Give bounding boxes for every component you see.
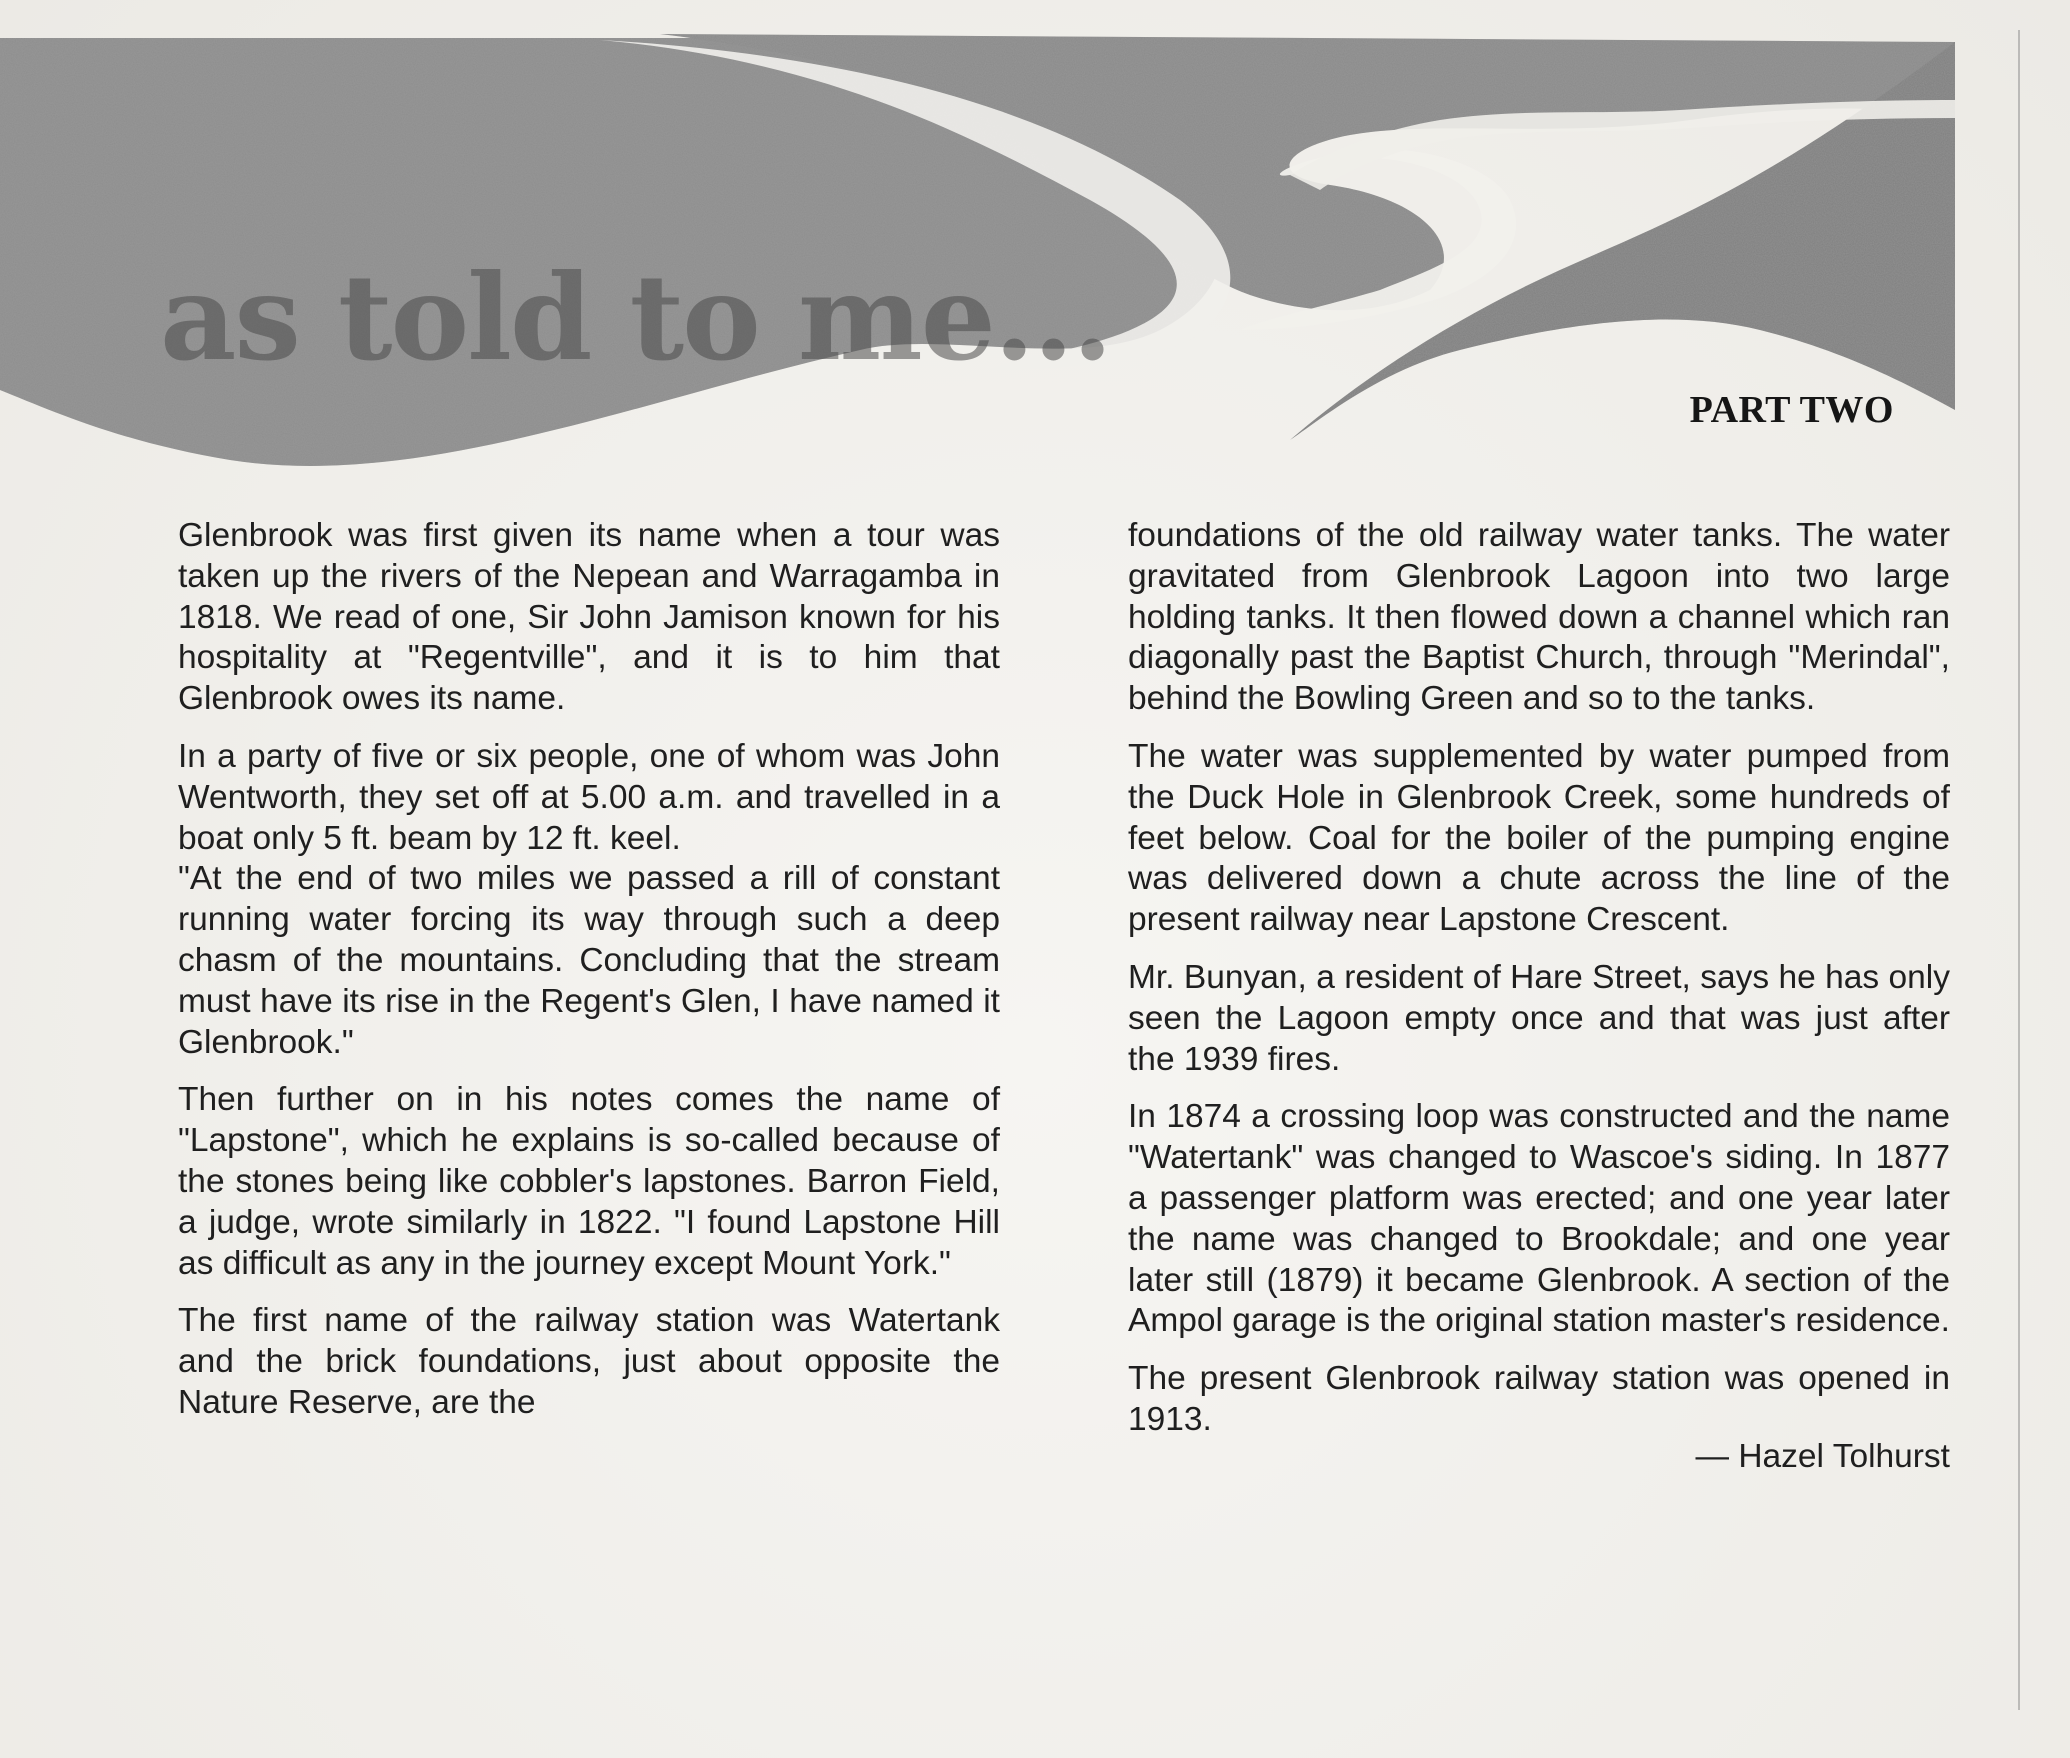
article-column-right [1128, 516, 1950, 1478]
paragraph: In 1874 a crossing loop was constructed and the name "Watertank" was changed to Wascoe's siding. In 1877 a passenger platform was erected; and one year later the name was changed to Brookdale; and one year later still (1879) it became Glenbrook. A section of the Ampol garage is the original station master's residence. [1128, 1098, 1950, 1340]
part-label: PART TWO [1689, 389, 1894, 431]
paragraph: Then further on in his notes comes the name of "Lapstone", which he explains is so-called because of the stones being like cobbler's lapstones. Barron Field, a judge, wrote similarly in 1822. "I found Lapstone Hill as difficult as any in the journey except Mount York." [178, 1081, 1000, 1282]
author-signature: — Hazel Tolhurst [1695, 1437, 1950, 1475]
paragraph: Glenbrook was first given its name when a tour was taken up the rivers of the Nepean and Warragamba in 1818. We read of one, Sir John Jamison known for his hospitality at "Regentville", and it is to him that Glenbrook owes its name. [178, 517, 1000, 718]
paragraph: foundations of the old railway water tanks. The water gravitated from Glenbrook Lagoon into two large holding tanks. It then flowed down a channel which ran diagonally past the Baptist Church, through "Merindal", behind the Bowling Green and so to the tanks. [1128, 517, 1950, 718]
paragraph: "At the end of two miles we passed a rill of constant running water forcing its way through such a deep chasm of the mountains. Concluding that the stream must have its rise in the Regent's Glen, I have named it Glenbrook." [178, 860, 1000, 1061]
column-rule [2018, 30, 2020, 1710]
paragraph: The first name of the railway station was Watertank and the brick foundations, just about opposite the Nature Reserve, are the [178, 1302, 1000, 1421]
paragraph: The present Glenbrook railway station was opened in 1913. [1128, 1360, 1950, 1438]
banner-title: as told to me... [160, 248, 1112, 387]
paragraph: The water was supplemented by water pumped from the Duck Hole in Glenbrook Creek, some hundreds of feet below. Coal for the boiler of the pumping engine was delivered down a chute across the line of the present railway near Lapstone Crescent. [1128, 737, 1950, 939]
paragraph: Mr. Bunyan, a resident of Hare Street, says he has only seen the Lagoon empty once and that was just after the 1939 fires. [1128, 958, 1950, 1078]
paragraph: In a party of five or six people, one of whom was John Wentworth, they set off at 5.00 a.m. and travelled in a boat only 5 ft. beam by 12 ft. keel. [178, 737, 1000, 857]
article-column-left [178, 516, 1000, 1441]
